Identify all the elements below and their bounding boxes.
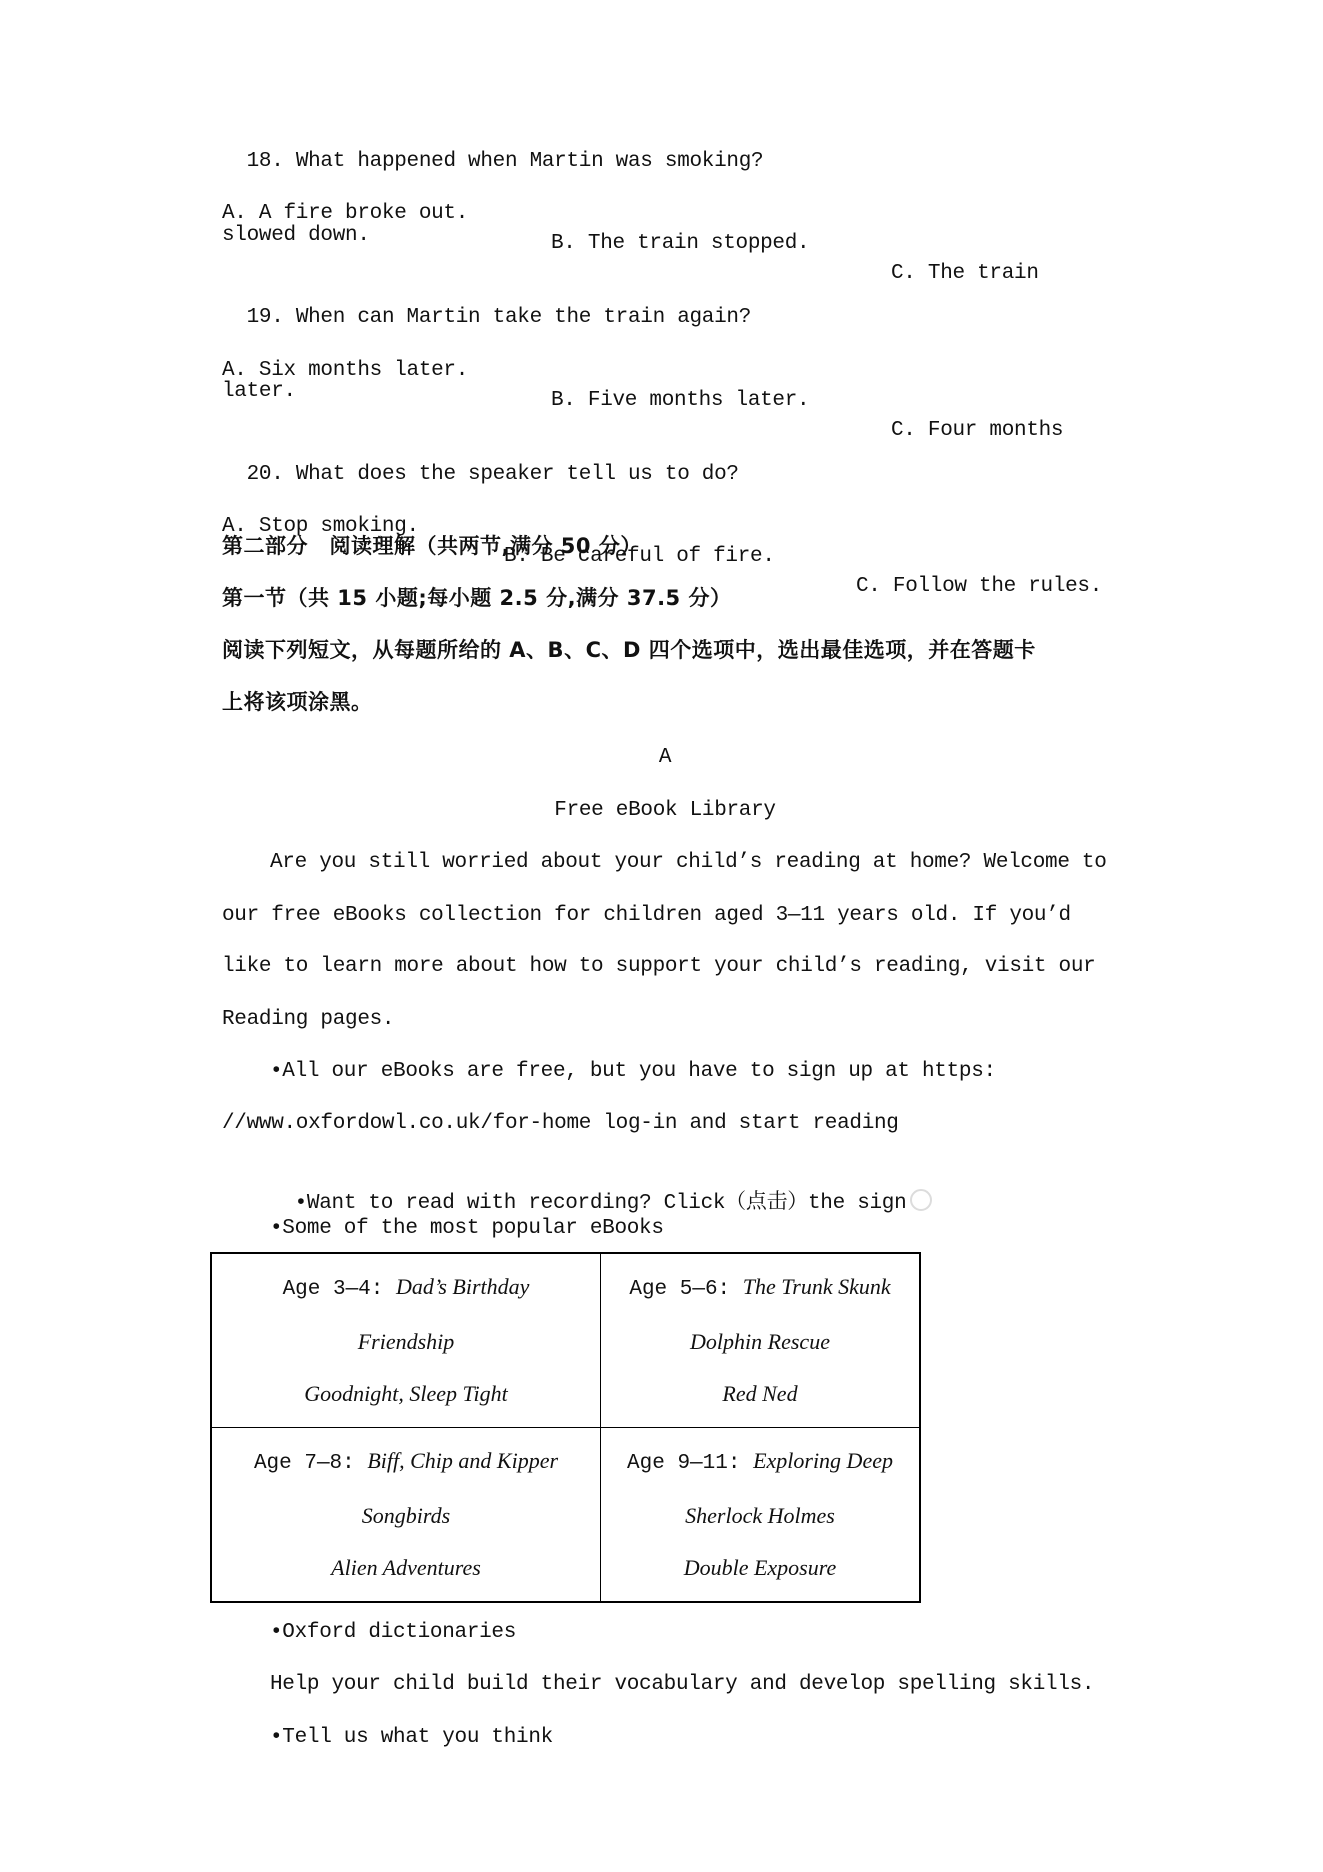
table-cell-age-3-4 [211, 1253, 601, 1428]
option-b: B. The train stopped. [551, 232, 810, 255]
question-text: When can Martin take the train again? [295, 306, 752, 329]
age-label: Age 3—4: [282, 1278, 396, 1301]
book-title: Biff, Chip and Kipper [367, 1448, 559, 1473]
book-title: Goodnight, Sleep Tight [304, 1381, 508, 1406]
question-19-options [222, 326, 1122, 442]
book-title: Alien Adventures [331, 1555, 481, 1580]
option-a: A. Stop smoking. [222, 515, 419, 538]
intro-line: our free eBooks collection for children aged 3—11 years old. If you’d [222, 904, 1071, 927]
table-cell-age-9-11 [601, 1428, 921, 1603]
bullet-recording-text: •Want to read with recording? Click（点击）the sign [294, 1192, 907, 1215]
book-title: Songbirds [361, 1503, 451, 1528]
question-20 [222, 430, 739, 486]
option-c: C. The train [891, 262, 1039, 285]
audio-sign-icon [910, 1189, 932, 1211]
popular-ebooks-table [210, 1252, 921, 1603]
option-c: C. Four months [891, 419, 1064, 442]
book-title: Red Ned [722, 1381, 798, 1406]
passage-title: Free eBook Library [554, 799, 776, 822]
bullet-oxford-dictionaries: •Oxford dictionaries [270, 1621, 517, 1644]
book-title: Double Exposure [683, 1555, 837, 1580]
table-row [211, 1253, 920, 1428]
dictionaries-description: Help your child build their vocabulary and develop spelling skills. [270, 1673, 1095, 1696]
question-19-option-wrap: later. [222, 380, 296, 403]
question-text: What does the speaker tell us to do? [295, 463, 739, 486]
table-row [211, 1428, 920, 1603]
book-title: Friendship [357, 1329, 455, 1354]
intro-line: Are you still worried about your child’s reading at home? Welcome to [270, 851, 1107, 874]
passage-label: A [658, 746, 672, 769]
age-label: Age 9—11: [627, 1452, 754, 1475]
bullet-recording [270, 1159, 932, 1215]
intro-line: Reading pages. [222, 1008, 395, 1031]
instructions-line-1: 阅读下列短文，从每题所给的 A、B、C、D 四个选项中，选出最佳选项，并在答题卡 [222, 638, 1036, 662]
book-title: Sherlock Holmes [685, 1503, 835, 1528]
bullet-free-ebooks-url: //www.oxfordowl.co.uk/for-home log-in and start reading [222, 1112, 899, 1135]
bullet-feedback: •Tell us what you think [270, 1726, 553, 1749]
question-number: 19. [246, 306, 284, 329]
question-number: 20. [246, 463, 284, 486]
table-cell-age-5-6 [601, 1253, 921, 1428]
option-b: B. Be careful of fire. [504, 545, 775, 568]
question-18-option-wrap: slowed down. [222, 224, 370, 247]
age-label: Age 5—6: [629, 1278, 743, 1301]
bullet-popular-ebooks: •Some of the most popular eBooks [270, 1217, 664, 1240]
bullet-free-ebooks: •All our eBooks are free, but you have to sign up at https: [270, 1060, 996, 1083]
subsection-title: 第一节（共 15 小题;每小题 2.5 分,满分 37.5 分） [222, 586, 732, 610]
question-number: 18. [246, 150, 284, 173]
book-title: Dad’s Birthday [395, 1274, 530, 1299]
book-title: Exploring Deep [753, 1448, 893, 1473]
question-text: What happened when Martin was smoking? [295, 150, 764, 173]
option-b: B. Five months later. [551, 389, 810, 412]
option-c: C. Follow the rules. [856, 575, 1103, 598]
part-title: 第二部分 阅读理解（共两节,满分 50 分） [222, 534, 642, 558]
book-title: Dolphin Rescue [690, 1329, 830, 1354]
table-cell-age-7-8 [211, 1428, 601, 1603]
book-title: The Trunk Skunk [742, 1274, 891, 1299]
option-a: A. Six months later. [222, 359, 469, 382]
age-label: Age 7—8: [253, 1452, 368, 1475]
question-19 [222, 273, 752, 329]
intro-line: like to learn more about how to support your child’s reading, visit our [222, 955, 1096, 978]
instructions-line-2: 上将该项涂黑。 [222, 690, 373, 714]
question-18 [222, 117, 764, 173]
option-a: A. A fire broke out. [222, 202, 469, 225]
